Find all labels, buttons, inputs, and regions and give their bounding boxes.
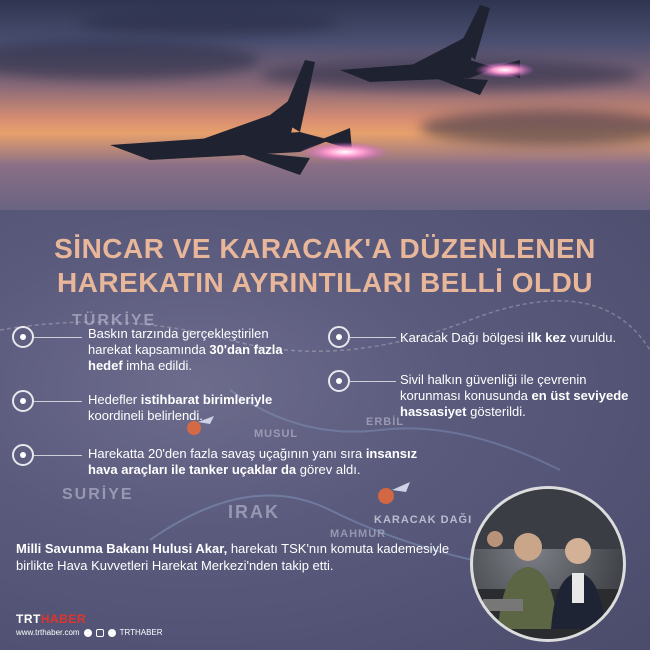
bullet-dot-icon <box>328 326 350 348</box>
map-label-suriye: SURİYE <box>62 486 134 503</box>
instagram-icon[interactable] <box>96 629 104 637</box>
bullet-dot-icon <box>12 390 34 412</box>
facebook-icon[interactable] <box>84 629 92 637</box>
bullet-dot-icon <box>12 326 34 348</box>
bullet-dot-icon <box>12 444 34 466</box>
twitter-icon[interactable] <box>108 629 116 637</box>
command-center-photo <box>470 486 626 642</box>
headline-line-2: HAREKATIN AYRINTILARI BELLİ OLDU <box>56 267 594 298</box>
bullet-left-2: Hedefler istihbarat birimleriyle koordineli belirlendi. <box>88 392 273 423</box>
map-label-karacak: KARACAK DAĞI <box>374 514 473 526</box>
fighter-jets-image <box>0 0 650 230</box>
map-label-mahmur: MAHMUR <box>330 528 387 540</box>
map-label-erbil: ERBİL <box>366 416 404 428</box>
bullet-left-1: Baskın tarzında gerçekleştirilen harekat kapsamında 30'dan fazla hedef imha edildi. <box>88 326 283 373</box>
strike-marker-icon <box>372 478 412 508</box>
headline-line-1: SİNCAR VE KARACAK'A DÜZENLENEN <box>54 233 596 264</box>
jet-two <box>340 5 520 95</box>
minister-caption: Milli Savunma Bakanı Hulusi Akar, harekatı TSK'nın komuta kademesiyle birlikte Hava Kuvvetleri Harekat Merkezi'nden takip etti. <box>16 541 450 573</box>
map-label-turkiye: TÜRKİYE <box>72 312 157 329</box>
social-handle[interactable]: TRTHABER <box>119 628 163 637</box>
bullet-left-3: Harekatta 20'den fazla savaş uçağının yanı sıra insansız hava araçları ile tanker uçaklar da görev aldı. <box>88 446 418 477</box>
map-label-irak: IRAK <box>228 502 280 522</box>
brand-footer <box>16 612 163 637</box>
site-url[interactable]: www.trthaber.com <box>16 628 80 637</box>
bullet-right-2: Sivil halkın güvenliği ile çevrenin korunması konusunda en üst seviyede hassasiyet gösterildi. <box>400 372 629 419</box>
trt-haber-logo: TRTHABER <box>16 612 86 626</box>
map-label-musul: MUSUL <box>254 428 299 440</box>
bullet-right-1: Karacak Dağı bölgesi ilk kez vuruldu. <box>400 330 617 345</box>
bullet-dot-icon <box>328 370 350 392</box>
